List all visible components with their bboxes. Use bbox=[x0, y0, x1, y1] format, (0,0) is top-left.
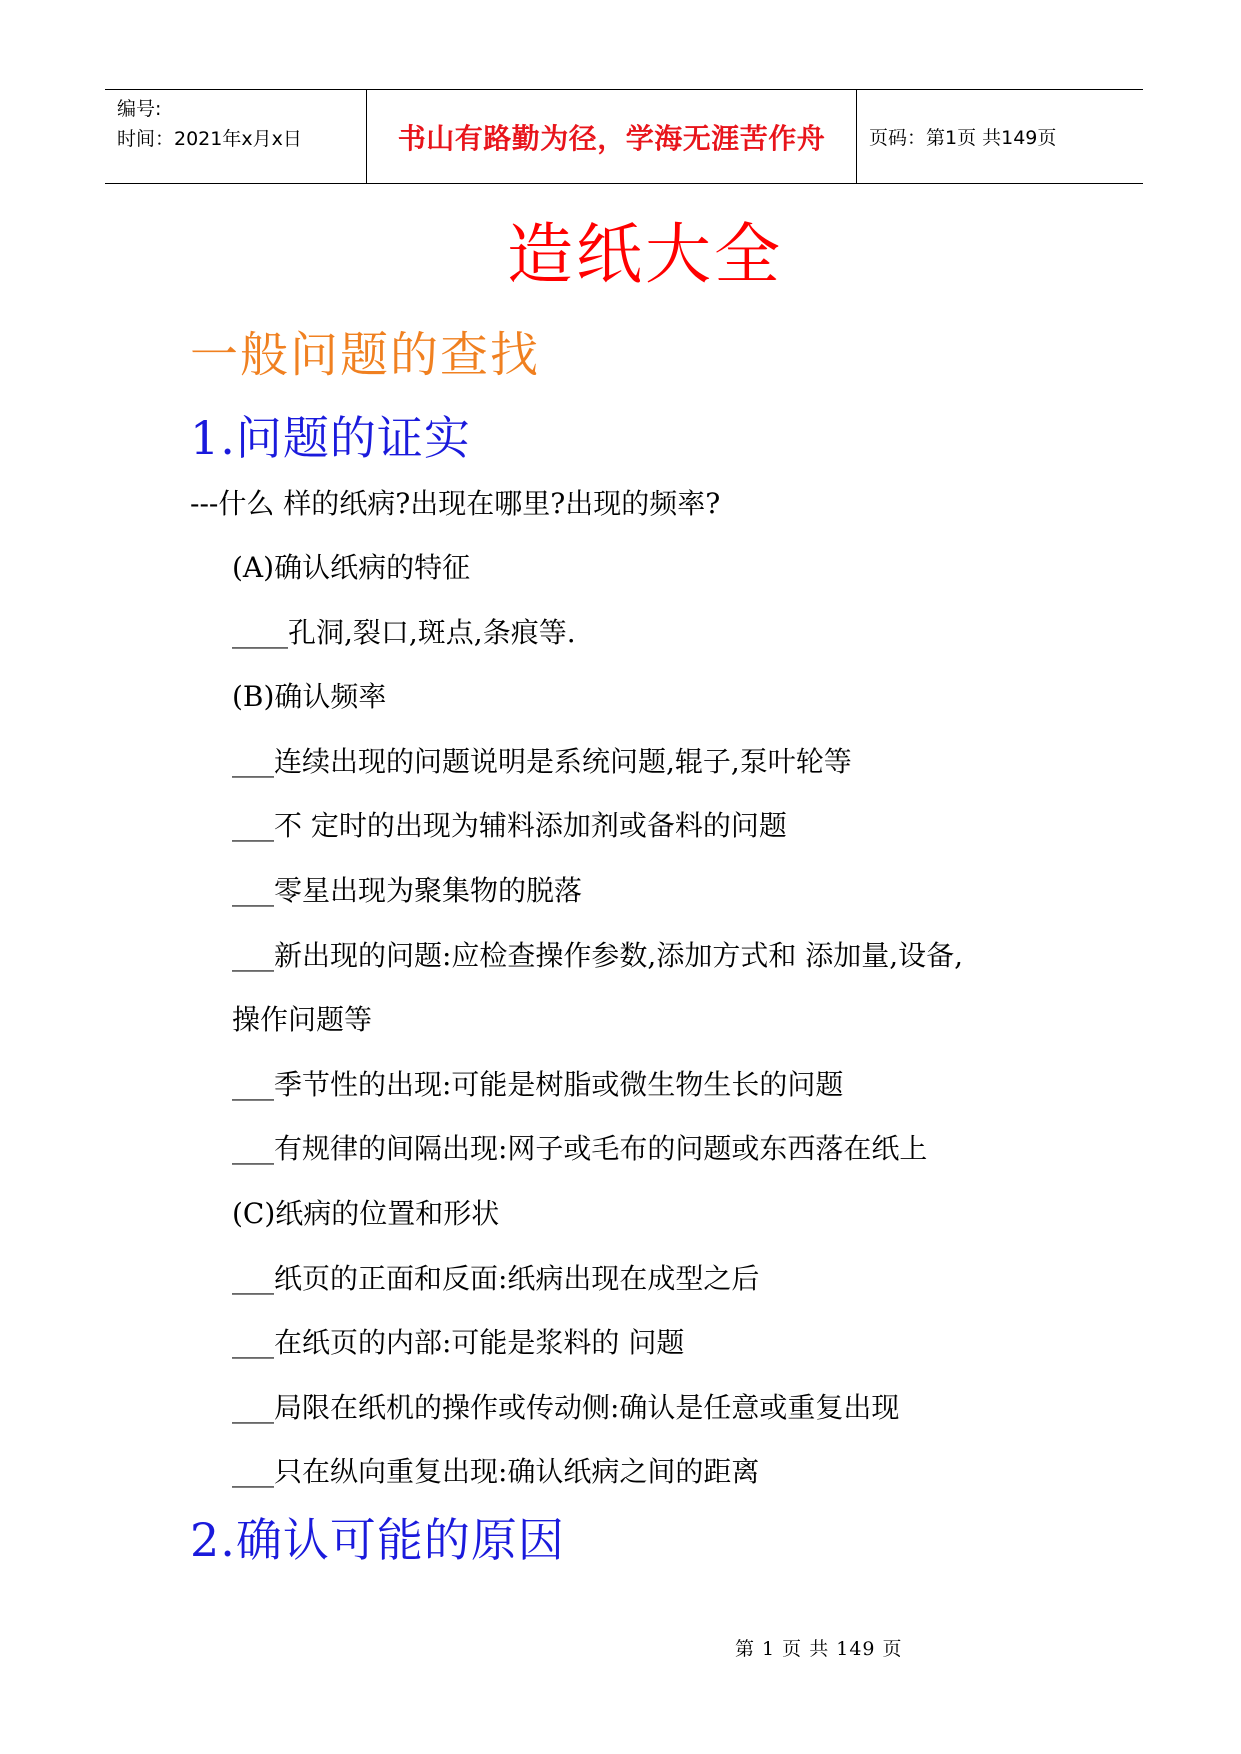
body-line: ___纸页的正面和反面:纸病出现在成型之后 bbox=[232, 1262, 760, 1295]
header-page-label: 页码：第1页 共149页 bbox=[869, 127, 1057, 149]
body-line: ___季节性的出现:可能是树脂或微生物生长的问题 bbox=[232, 1068, 844, 1101]
body-line: ___不 定时的出现为辅料添加剂或备料的问题 bbox=[232, 809, 787, 842]
body-line: 操作问题等 bbox=[232, 1003, 373, 1036]
body-line: ---什么 样的纸病?出现在哪里?出现的频率? bbox=[190, 487, 721, 520]
subsection-heading-2: 2.确认可能的原因 bbox=[190, 1513, 565, 1567]
body-line: ___只在纵向重复出现:确认纸病之间的距离 bbox=[232, 1455, 760, 1488]
page-header bbox=[105, 89, 1143, 184]
page-footer: 第 1 页 共 149 页 bbox=[735, 1638, 903, 1660]
header-motto: 书山有路勤为径，学海无涯苦作舟 bbox=[367, 90, 857, 183]
body-line: (A)确认纸病的特征 bbox=[232, 551, 471, 584]
document-title: 造纸大全 bbox=[507, 216, 783, 293]
body-line: ___局限在纸机的操作或传动侧:确认是任意或重复出现 bbox=[232, 1391, 900, 1424]
header-meta bbox=[105, 90, 367, 183]
body-line: ____孔洞,裂口,斑点,条痕等. bbox=[232, 616, 576, 649]
body-line: (B)确认频率 bbox=[232, 680, 387, 713]
body-line: ___零星出现为聚集物的脱落 bbox=[232, 874, 583, 907]
section-heading: 一般问题的查找 bbox=[190, 327, 541, 383]
number-label: 编号: bbox=[117, 98, 162, 120]
time-label: 时间：2021年x月x日 bbox=[117, 128, 302, 150]
body-line: ___有规律的间隔出现:网子或毛布的问题或东西落在纸上 bbox=[232, 1132, 928, 1165]
subsection-heading-1: 1.问题的证实 bbox=[190, 411, 471, 465]
body-line: ___在纸页的内部:可能是浆料的 问题 bbox=[232, 1326, 685, 1359]
body-line: (C)纸病的位置和形状 bbox=[232, 1197, 500, 1230]
body-line: ___连续出现的问题说明是系统问题,辊子,泵叶轮等 bbox=[232, 745, 852, 778]
body-line: ___新出现的问题:应检查操作参数,添加方式和 添加量,设备, bbox=[232, 939, 964, 972]
